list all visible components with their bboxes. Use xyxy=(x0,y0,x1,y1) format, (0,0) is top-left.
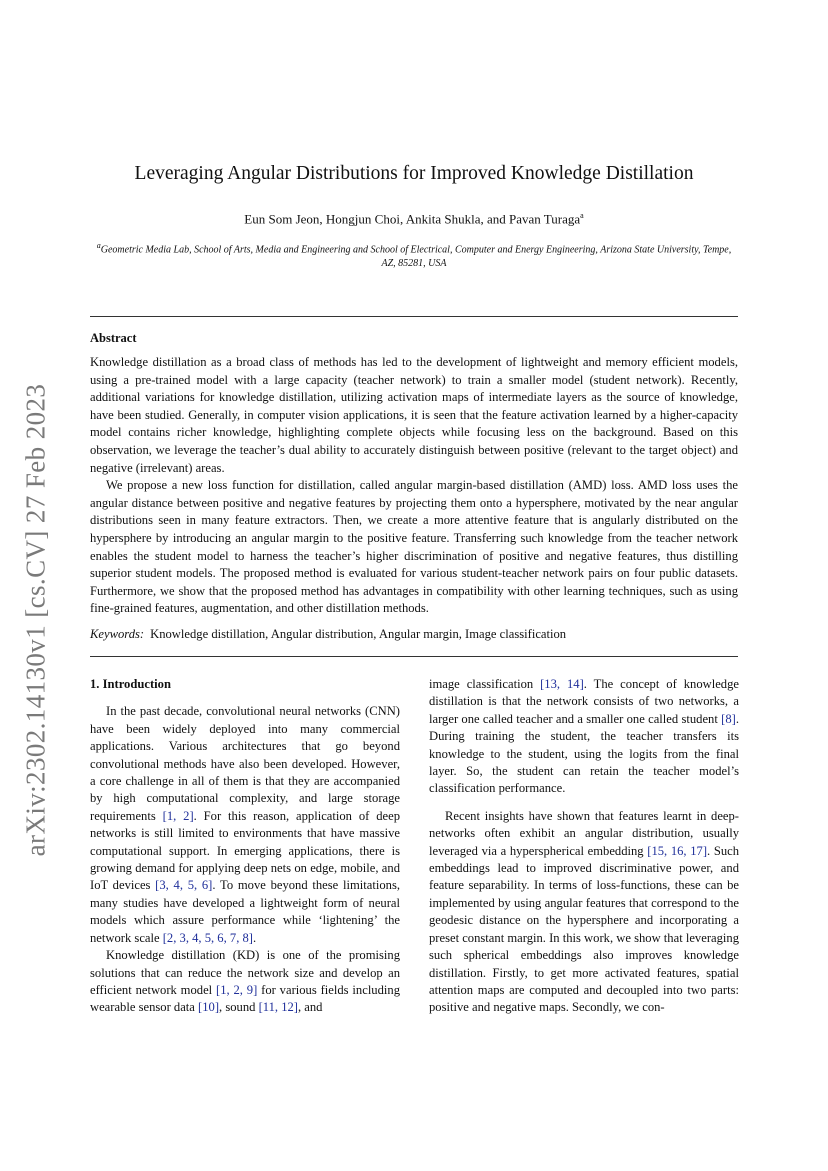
section-heading-introduction: 1. Introduction xyxy=(90,677,171,691)
abstract-paragraph-1: Knowledge distillation as a broad class of methods has led to the development of lightweight and memory efficient models, using a pre-trained model with a large capacity (teacher network) to train a smaller model (student network). Recently, additional variations for knowledge distillation, utilizing activation maps of intermediate layers as the source of knowledge, have been studied. Generally, in computer vision applications, it is seen that the feature activation learned by a higher-capacity model contains richer knowledge, highlighting complete objects while focusing less on the background. Based on this observation, we leverage the teacher’s dual ability to accurately distinguish between positive (relevant to the target object) and negative (irrelevant) areas. xyxy=(90,355,738,475)
text-run: for various fields including wearable sensor data xyxy=(90,982,400,1015)
text-run: . For this reason, application of deep networks is still limited to environments that have massive computational support. In emerging applications, there is growing demand for applying deep nets on edge, mobile, and IoT devices xyxy=(90,808,400,893)
keywords-text: Knowledge distillation, Angular distribution, Angular margin, Image classification xyxy=(150,627,567,641)
text-run: , and xyxy=(297,1000,323,1015)
citation-link[interactable]: [1, 2, 9] xyxy=(216,982,258,997)
affiliation-text: Geometric Media Lab, School of Arts, Media and Engineering and School of Electrical, Computer and Energy Engineering, Arizona State University, Tempe, AZ, 85281, USA xyxy=(100,244,732,270)
affiliation xyxy=(90,239,738,271)
arxiv-identifier-stamp xyxy=(14,360,58,880)
citation-link[interactable]: [13, 14] xyxy=(540,677,584,691)
citation-link[interactable]: [3, 4, 5, 6] xyxy=(155,878,213,893)
text-run: . The concept of knowledge distillation is that the network consists of two networks, a larger one called teacher and a smaller one called student xyxy=(429,677,739,726)
text-run: . During training the student, the teacher transfers its knowledge to the student, using the logits from the final layer. So, the student can retain the teacher model’s classification performance. xyxy=(429,711,739,796)
text-run: Recent insights have shown that features learnt in deep-networks often exhibit an angular distribution, usually leveraged via a hyperspherical embedding xyxy=(429,808,739,858)
text-run: image classification xyxy=(429,677,541,691)
citation-link[interactable]: [15, 16, 17] xyxy=(647,843,708,858)
text-run: . xyxy=(252,930,257,945)
text-run: In the past decade, convolutional neural networks (CNN) have been widely deployed into many commercial applications. Various architectures that go beyond convolutional methods have also been developed. However, a core challenge in all of them is that they are accompanied by high computational complexity, and large storage requirements xyxy=(90,704,400,823)
author-names: Eun Som Jeon, Hongjun Choi, Ankita Shukla, and Pavan Turaga xyxy=(244,211,581,227)
right-column xyxy=(429,676,739,1017)
right-paragraph-1 xyxy=(429,676,739,798)
intro-paragraph-2 xyxy=(90,947,400,1017)
bottom-divider xyxy=(90,656,738,657)
paper-title: Leveraging Angular Distributions for Improved Knowledge Distillation xyxy=(134,163,694,184)
author-list xyxy=(90,211,738,227)
left-column xyxy=(90,676,400,1017)
intro-paragraph-1 xyxy=(90,703,400,947)
affiliation-marker: a xyxy=(96,241,101,250)
text-run: . To move beyond these limitations, many studies have developed a lightweight form of neural models which assure performance while ‘lightening’ the network scale xyxy=(90,878,400,945)
abstract-paragraph-2: We propose a new loss function for distillation, called angular margin-based distillation (AMD) loss. AMD loss uses the angular distance between positive and negative features by projecting them onto a hypersphere, motivated by the near angular distributions seen in many feature extractors. Then, we create a more attentive feature that is angularly distributed on the hypersphere by introducing an angular margin to the positive feature. Transferring such knowledge from the teacher network enables the student model to harness the teacher’s higher discrimination of positive and negative features, thus distilling superior student models. The proposed method is evaluated for various student-teacher network pairs on four public datasets. Furthermore, we show that the proposed method has advantages in compatibility with other learning techniques, such as using fine-grained features, augmentation, and other distillation methods. xyxy=(90,478,738,616)
citation-link[interactable]: [1, 2] xyxy=(162,808,194,823)
author-affil-marker: a xyxy=(580,211,584,220)
keywords-label: Keywords: xyxy=(90,627,145,641)
citation-link[interactable]: [11, 12] xyxy=(258,1000,298,1015)
citation-link[interactable]: [10] xyxy=(198,1000,220,1015)
text-run: , sound xyxy=(219,1000,259,1015)
citation-link[interactable]: [2, 3, 4, 5, 6, 7, 8] xyxy=(162,930,253,945)
arxiv-id-text: arXiv:2302.14130v1 [cs.CV] 27 Feb 2023 xyxy=(20,383,51,857)
abstract-body xyxy=(90,354,738,618)
right-paragraph-2 xyxy=(429,808,739,1017)
text-run: . Such embeddings lead to improved discriminative power, and feature separability. In terms of loss-functions, these can be implemented by using angular features that correspond to the geodesic distance on the hypersphere and incorporating a preset constant margin. In this work, we show that leveraging such spherical embeddings also improves knowledge distillation. Firstly, to get more activated features, spatial attention maps are computed and decoupled into two parts: positive and negative maps. Secondly, we con- xyxy=(429,843,739,1015)
top-divider xyxy=(90,316,738,317)
keywords-line xyxy=(90,627,738,642)
citation-link[interactable]: [8] xyxy=(721,711,736,726)
abstract-heading: Abstract xyxy=(90,331,137,345)
text-run: Knowledge distillation (KD) is one of the promising solutions that can reduce the network size and develop an efficient network model xyxy=(90,948,400,997)
